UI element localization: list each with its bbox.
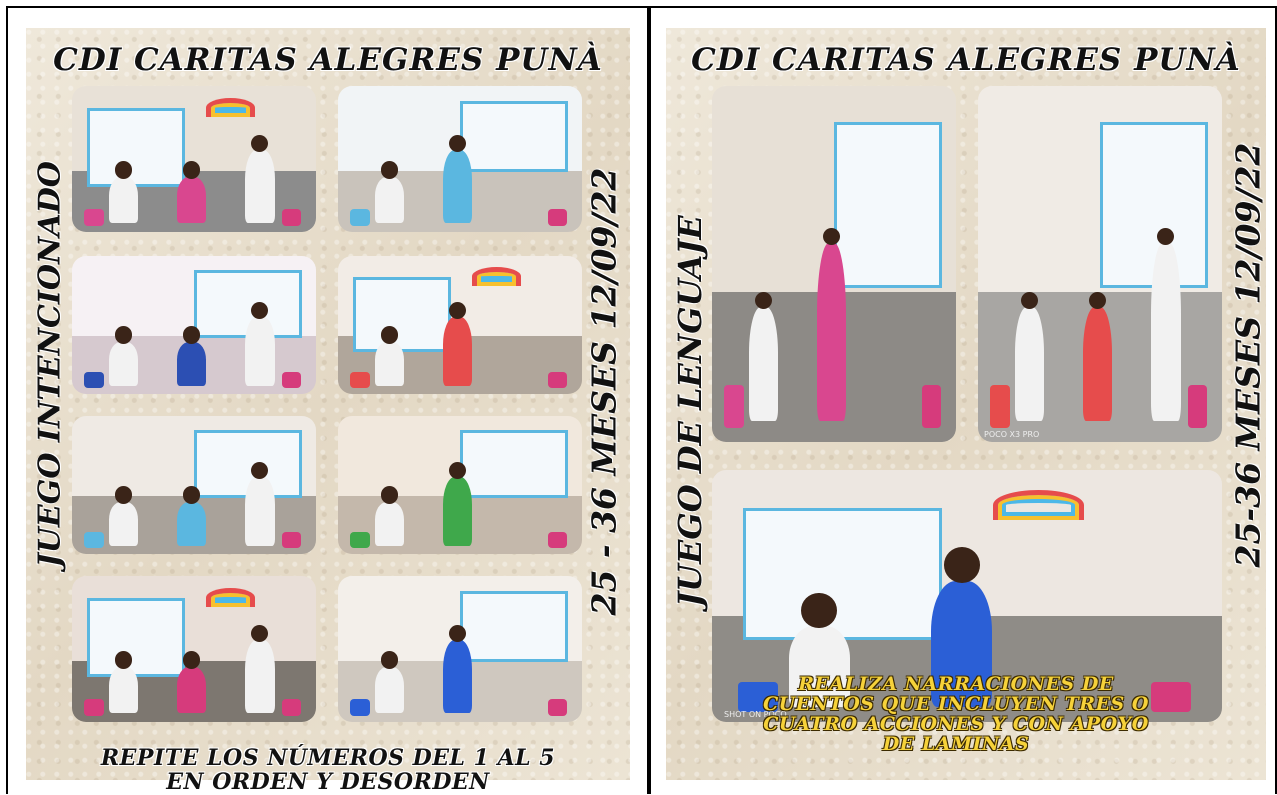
- number-chart: [460, 591, 568, 663]
- chair: [84, 699, 104, 717]
- chair: [350, 699, 370, 717]
- chair: [84, 209, 104, 227]
- person-head: [183, 486, 200, 503]
- person-figure: [1083, 307, 1112, 421]
- rainbow-decoration: [472, 267, 521, 286]
- person-head: [115, 326, 132, 343]
- side-label-right: 25 - 36 MESES 12/09/22: [584, 167, 624, 616]
- poster-title: CDI CARITAS ALEGRES PUNÀ: [53, 42, 603, 78]
- caption-block: [726, 674, 1186, 754]
- caption-line: EN ORDEN Y DESORDEN: [166, 769, 490, 795]
- person-figure: [375, 342, 404, 386]
- left-poster: [26, 28, 630, 795]
- person-figure: [1151, 243, 1180, 421]
- person-head: [381, 326, 398, 343]
- person-figure: [817, 243, 846, 421]
- person-figure: [443, 150, 472, 223]
- chair: [350, 532, 370, 549]
- chair: [282, 532, 302, 549]
- photo-group-activity-room: [72, 576, 316, 722]
- photo-teacher-seated-reading: [978, 86, 1222, 442]
- person-figure: [109, 342, 138, 386]
- person-head: [1021, 292, 1038, 309]
- chair: [350, 209, 370, 227]
- person-figure: [375, 502, 404, 546]
- person-figure: [443, 640, 472, 713]
- person-head: [183, 161, 200, 178]
- camera-watermark: POCO X3 PRO: [984, 430, 1040, 439]
- chair: [84, 372, 104, 389]
- person-head: [449, 302, 466, 319]
- camera-watermark: SHOT ON POCO: [724, 710, 787, 719]
- caption-line: REALIZA NARRACIONES DE: [798, 673, 1114, 695]
- caption-block: [26, 746, 630, 794]
- number-chart: [834, 122, 942, 288]
- person-head: [115, 651, 132, 668]
- person-figure: [375, 667, 404, 714]
- side-label-left: JUEGO DE LENGUAJE: [671, 215, 709, 607]
- person-figure: [245, 640, 274, 713]
- person-figure: [109, 177, 138, 224]
- person-head: [381, 161, 398, 178]
- person-head: [183, 326, 200, 343]
- person-head: [381, 486, 398, 503]
- chair: [548, 532, 568, 549]
- photo-number-wall-rainbow: [72, 416, 316, 554]
- photo-children-at-table: [338, 416, 582, 554]
- photo-girl-at-number-chart: [338, 576, 582, 722]
- chair: [548, 209, 568, 227]
- number-chart: [743, 508, 943, 640]
- photo-teacher-guiding-child: [338, 256, 582, 394]
- person-figure: [443, 477, 472, 546]
- side-label-left: JUEGO INTENCIONADO: [32, 161, 68, 568]
- person-head: [1157, 228, 1174, 245]
- person-figure: [109, 502, 138, 546]
- chair: [922, 385, 942, 428]
- person-head: [823, 228, 840, 245]
- rainbow-decoration: [206, 588, 255, 608]
- person-figure: [749, 307, 778, 421]
- chair: [282, 372, 302, 389]
- photo-child-pointing-numbers: [72, 256, 316, 394]
- chair: [548, 699, 568, 717]
- chair: [282, 209, 302, 227]
- rainbow-decoration: [206, 98, 255, 118]
- photo-classroom-circle: [72, 86, 316, 232]
- chair: [282, 699, 302, 717]
- number-chart: [353, 277, 452, 352]
- person-figure: [245, 477, 274, 546]
- number-chart: [87, 598, 186, 677]
- poster-title: CDI CARITAS ALEGRES PUNÀ: [691, 42, 1241, 78]
- person-figure: [177, 342, 206, 386]
- photo-number-chart-closeup: [338, 86, 582, 232]
- chair: [548, 372, 568, 389]
- person-figure: [109, 667, 138, 714]
- person-head: [944, 547, 980, 583]
- person-figure: [177, 177, 206, 224]
- right-poster: [666, 28, 1266, 780]
- number-chart: [87, 108, 186, 187]
- person-figure: [245, 317, 274, 386]
- person-head: [115, 161, 132, 178]
- chair: [350, 372, 370, 389]
- person-figure: [245, 150, 274, 223]
- person-figure: [177, 667, 206, 714]
- person-figure: [1015, 307, 1044, 421]
- caption-line: CUENTOS QUE INCLUYEN TRES O: [763, 693, 1149, 715]
- person-figure: [443, 317, 472, 386]
- person-head: [801, 593, 837, 629]
- number-chart: [460, 101, 568, 173]
- caption-line: REPITE LOS NÚMEROS DEL 1 AL 5: [100, 745, 556, 771]
- side-label-right: 25-36 MESES 12/09/22: [1228, 142, 1268, 568]
- caption-line: CUATRO ACCIONES Y CON APOYO: [763, 713, 1149, 735]
- chair: [990, 385, 1010, 428]
- person-head: [381, 651, 398, 668]
- person-head: [755, 292, 772, 309]
- person-head: [449, 462, 466, 479]
- caption-line: DE LAMINAS: [882, 733, 1030, 755]
- person-figure: [177, 502, 206, 546]
- chair: [84, 532, 104, 549]
- person-head: [183, 651, 200, 668]
- person-head: [115, 486, 132, 503]
- chair: [724, 385, 744, 428]
- person-figure: [375, 177, 404, 224]
- chair: [1188, 385, 1208, 428]
- person-head: [1089, 292, 1106, 309]
- photo-teacher-storytelling: [712, 86, 956, 442]
- number-chart: [460, 430, 568, 498]
- rainbow-decoration: [993, 490, 1085, 520]
